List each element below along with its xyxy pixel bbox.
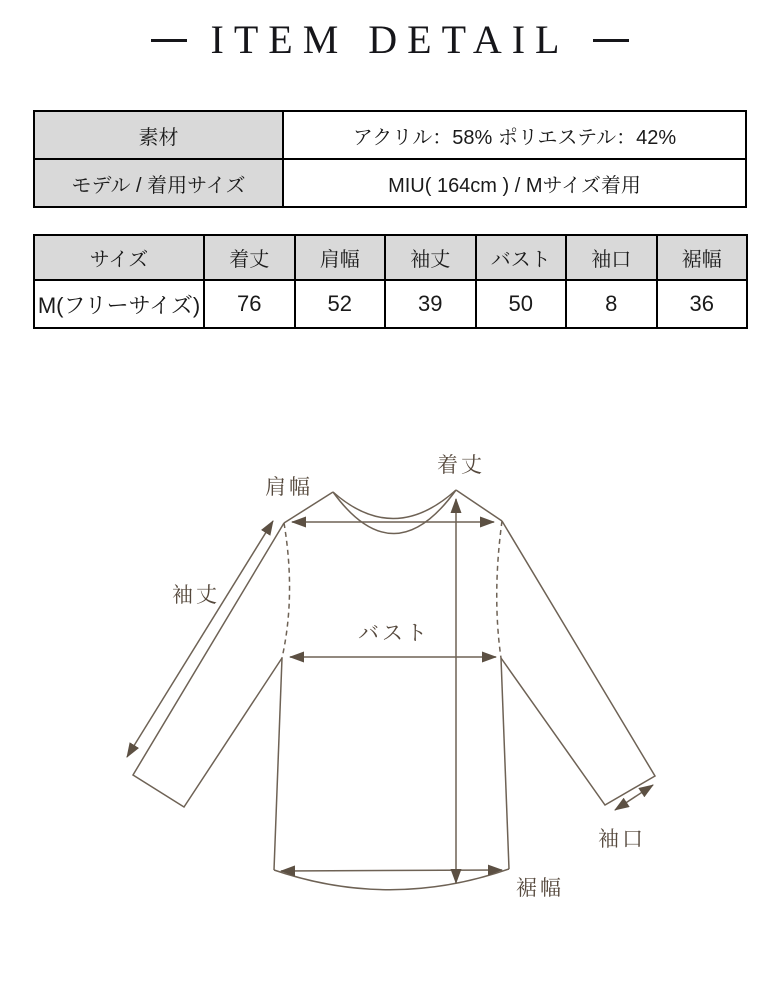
- table-row: [34, 159, 746, 207]
- size-cell-bust: 50: [476, 280, 567, 328]
- size-header-size: サイズ: [34, 235, 204, 280]
- title-rule-left: [151, 39, 187, 42]
- garment-outline: [133, 490, 655, 890]
- size-table-data-row: [34, 280, 747, 328]
- measurement-arrows: [127, 499, 653, 883]
- info-label-material: 素材: [34, 111, 283, 159]
- size-cell-length: 76: [204, 280, 295, 328]
- size-header-length: 着丈: [204, 235, 295, 280]
- label-hem: 裾幅: [516, 877, 564, 900]
- label-shoulder: 肩幅: [265, 476, 313, 499]
- hem-width-arrow: [281, 870, 502, 871]
- page-title: ITEM DETAIL: [210, 17, 570, 62]
- label-bust: バスト: [358, 622, 430, 645]
- info-value-material: アクリル：58% ポリエステル：42%: [283, 111, 746, 159]
- size-table: [33, 234, 748, 329]
- sleeve-length-arrow: [127, 521, 273, 757]
- table-row: [34, 111, 746, 159]
- label-sleeve: 袖丈: [172, 584, 220, 607]
- header: [0, 14, 780, 66]
- info-value-model: MIU( 164cm ) / Mサイズ着用: [283, 159, 746, 207]
- size-header-hem: 裾幅: [657, 235, 748, 280]
- size-cell-hem: 36: [657, 280, 748, 328]
- size-header-bust: バスト: [476, 235, 567, 280]
- title-rule-right: [593, 39, 629, 42]
- info-table: [33, 110, 747, 208]
- size-cell-shoulder: 52: [295, 280, 386, 328]
- size-cell-cuff: 8: [566, 280, 657, 328]
- size-cell-sleeve: 39: [385, 280, 476, 328]
- size-header-sleeve: 袖丈: [385, 235, 476, 280]
- size-table-header-row: [34, 235, 747, 280]
- label-length: 着丈: [437, 454, 485, 477]
- size-cell-size: M(フリーサイズ): [34, 280, 204, 328]
- garment-measurement-diagram: [0, 430, 780, 1000]
- size-header-shoulder: 肩幅: [295, 235, 386, 280]
- label-cuff: 袖口: [598, 828, 646, 851]
- info-label-model: モデル / 着用サイズ: [34, 159, 283, 207]
- size-header-cuff: 袖口: [566, 235, 657, 280]
